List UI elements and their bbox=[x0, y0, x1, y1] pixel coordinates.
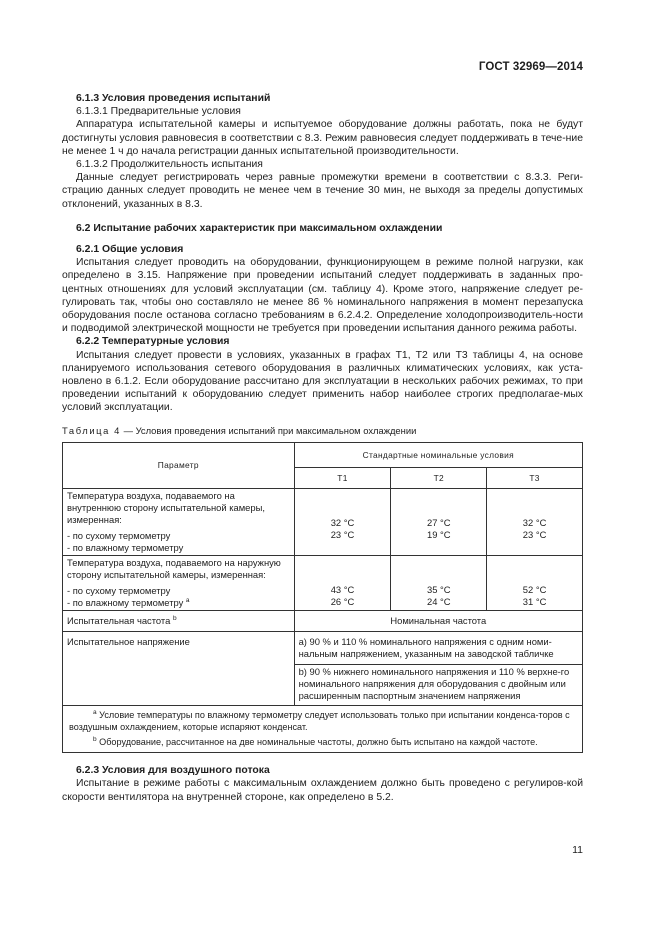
document-id: ГОСТ 32969—2014 bbox=[478, 61, 583, 73]
table-row-notes bbox=[63, 706, 583, 753]
footnote-a-ref: а bbox=[185, 596, 190, 604]
header-standard-conditions: Стандартные номинальные условия bbox=[294, 442, 582, 467]
indoor-air-description: Температура воздуха, подаваемого на внутреннюю сторону испытательной камеры, измеренная: bbox=[67, 490, 265, 526]
section-6-2-2-title: 6.2.2 Температурные условия bbox=[76, 336, 230, 348]
section-6-1-3-title: 6.1.3 Условия проведения испытаний bbox=[76, 93, 271, 104]
outdoor-t1-wet-value: 26 °C bbox=[330, 596, 355, 608]
outdoor-t2-cell bbox=[391, 556, 487, 611]
section-6-2-2-text: Испытания следует провести в условиях, указанных в графах Т1, Т2 или Т3 таблицы 4, на основе планируемого использования сетевого оборудования в различных климатических условиях, как уста-новлено в 6.1.2. Если оборудование рассчитано для эксплуатации в нескольких рабочих режимах, то при проведении испытаний к оборудованию следует применить набор наиболее строгих предполагае-мых условий эксплуатации. bbox=[62, 349, 583, 414]
test-voltage-label: Испытательное напряжение bbox=[63, 632, 295, 706]
outdoor-t2-wet-value: 24 °C bbox=[426, 596, 451, 608]
table-header-row bbox=[63, 442, 583, 467]
page-number: 11 bbox=[572, 844, 583, 856]
indoor-t3-cell bbox=[487, 489, 583, 556]
table-row-indoor-air bbox=[63, 489, 583, 556]
outdoor-wet-bulb-label: - по влажному термометру $^а$ bbox=[67, 596, 190, 608]
outdoor-air-parameter bbox=[63, 556, 295, 611]
footnote-a: $^а$ Условие температуры по влажному термометру следует использовать только при испытании конденса-торов с воздушным охлаждением, которые испаряют конденсат. bbox=[69, 709, 570, 733]
section-6-2-1-title: 6.2.1 Общие условия bbox=[76, 244, 184, 256]
section-6-2-3-text: Испытание в режиме работы с максимальным охлаждением должно быть проведено с регулиров-кой скорости вентилятора на внутренней стороне, как определено в 5.2. bbox=[62, 778, 583, 803]
section-6-1-3-1-text: Аппаратура испытательной камеры и испытуемое оборудование должны работать, пока не будут достигнуты условия равновесия в соответствии с 8.3. Режим равновесия следует поддерживать в тече-ние не менее 1 ч до начала регистрации данных испытательной производительности. bbox=[62, 119, 583, 157]
header-t2: Т2 bbox=[391, 467, 487, 488]
outdoor-dry-bulb-label: - по сухому термометру bbox=[67, 584, 171, 596]
outdoor-t1-cell bbox=[294, 556, 391, 611]
test-voltage-option-a: a) 90 % и 110 % номинального напряжения с одним номи-нальным напряжением, указанным на заводской табличке bbox=[298, 636, 554, 660]
indoor-air-parameter bbox=[63, 489, 295, 556]
outdoor-t3-wet-value: 31 °C bbox=[522, 596, 547, 608]
table-caption-text: — Условия проведения испытаний при максимальном охлаждении bbox=[120, 424, 417, 436]
table-row-test-frequency bbox=[63, 610, 583, 631]
indoor-t3-wet-value: 23 °C bbox=[522, 529, 547, 541]
indoor-t1-cell bbox=[294, 489, 391, 556]
header-t3: Т3 bbox=[487, 467, 583, 488]
indoor-t2-wet-value: 19 °C bbox=[426, 529, 451, 541]
test-voltage-options bbox=[294, 632, 582, 706]
indoor-t2-dry-value: 27 °C bbox=[426, 517, 451, 529]
indoor-t1-wet-value: 23 °C bbox=[330, 529, 355, 541]
indoor-t2-cell bbox=[391, 489, 487, 556]
header-parameter: Параметр bbox=[63, 442, 295, 488]
conditions-table bbox=[62, 442, 583, 753]
table-row-test-voltage bbox=[63, 632, 583, 706]
outdoor-t1-dry-value: 43 °C bbox=[330, 584, 355, 596]
section-6-1-3-2-text: Данные следует регистрировать через равные промежутки времени в соответствии с 8.3.3. Реги-страцию данных следует проводить не менее чем в течение 30 мин, не выходя за пределы допустимых отклонений, указанных в 8.3. bbox=[62, 172, 583, 210]
table-caption-prefix: Таблица 4 bbox=[62, 424, 121, 436]
table-notes bbox=[63, 706, 583, 753]
indoor-wet-bulb-label: - по влажному термометру bbox=[67, 541, 184, 553]
test-frequency-value: Номинальная частота bbox=[294, 610, 582, 631]
section-6-2-1-text: Испытания следует проводить на оборудовании, функционирующем в режиме полной нагрузки, как определено в 3.15. Напряжение при проведении испытаний следует поддерживать в заданных про-центных отношениях для условий эксплуатации (см. таблицу 4). Кроме этого, напряжение следует ре-гулировать так, чтобы оно составляло не менее 86 % номинального напряжения в момент перезапуска оборудования после останова согласно требованиям в 6.2.4.2. Определение холодопроизводитель-ности и подводимой электрической мощности не требуется при проведении испытания данного режима работы. bbox=[62, 257, 583, 335]
outdoor-t3-dry-value: 52 °C bbox=[522, 584, 547, 596]
test-frequency-label: Испытательная частота $^b$ bbox=[63, 610, 295, 631]
test-voltage-option-b: b) 90 % нижнего номинального напряжения и 110 % верхне-го номинального напряжения для оборудования с двойным или расширенным паспортным значением напряжения bbox=[298, 665, 570, 701]
footnote-b-ref: b bbox=[172, 614, 177, 622]
outdoor-t3-cell bbox=[487, 556, 583, 611]
table-caption bbox=[62, 425, 583, 437]
table-row-outdoor-air bbox=[63, 556, 583, 611]
outdoor-t2-dry-value: 35 °C bbox=[426, 584, 451, 596]
section-6-1-3-2-title: 6.1.3.2 Продолжительность испытания bbox=[76, 159, 263, 171]
section-6-1-3-1-title: 6.1.3.1 Предварительные условия bbox=[76, 106, 241, 118]
footnote-b: $^b$ Оборудование, рассчитанное на две номинальные частоты, должно быть испытано на каждой частоте. bbox=[93, 736, 538, 748]
indoor-t3-dry-value: 32 °C bbox=[522, 517, 547, 529]
page-content bbox=[62, 92, 583, 804]
header-t1: Т1 bbox=[294, 467, 391, 488]
section-6-2-title: 6.2 Испытание рабочих характеристик при максимальном охлаждении bbox=[76, 222, 443, 234]
indoor-t1-dry-value: 32 °C bbox=[330, 517, 355, 529]
outdoor-air-description: Температура воздуха, подаваемого на наружную сторону испытательной камеры, измеренная: bbox=[67, 557, 281, 581]
indoor-dry-bulb-label: - по сухому термометру bbox=[67, 529, 171, 541]
section-6-2-3-title: 6.2.3 Условия для воздушного потока bbox=[76, 765, 270, 777]
